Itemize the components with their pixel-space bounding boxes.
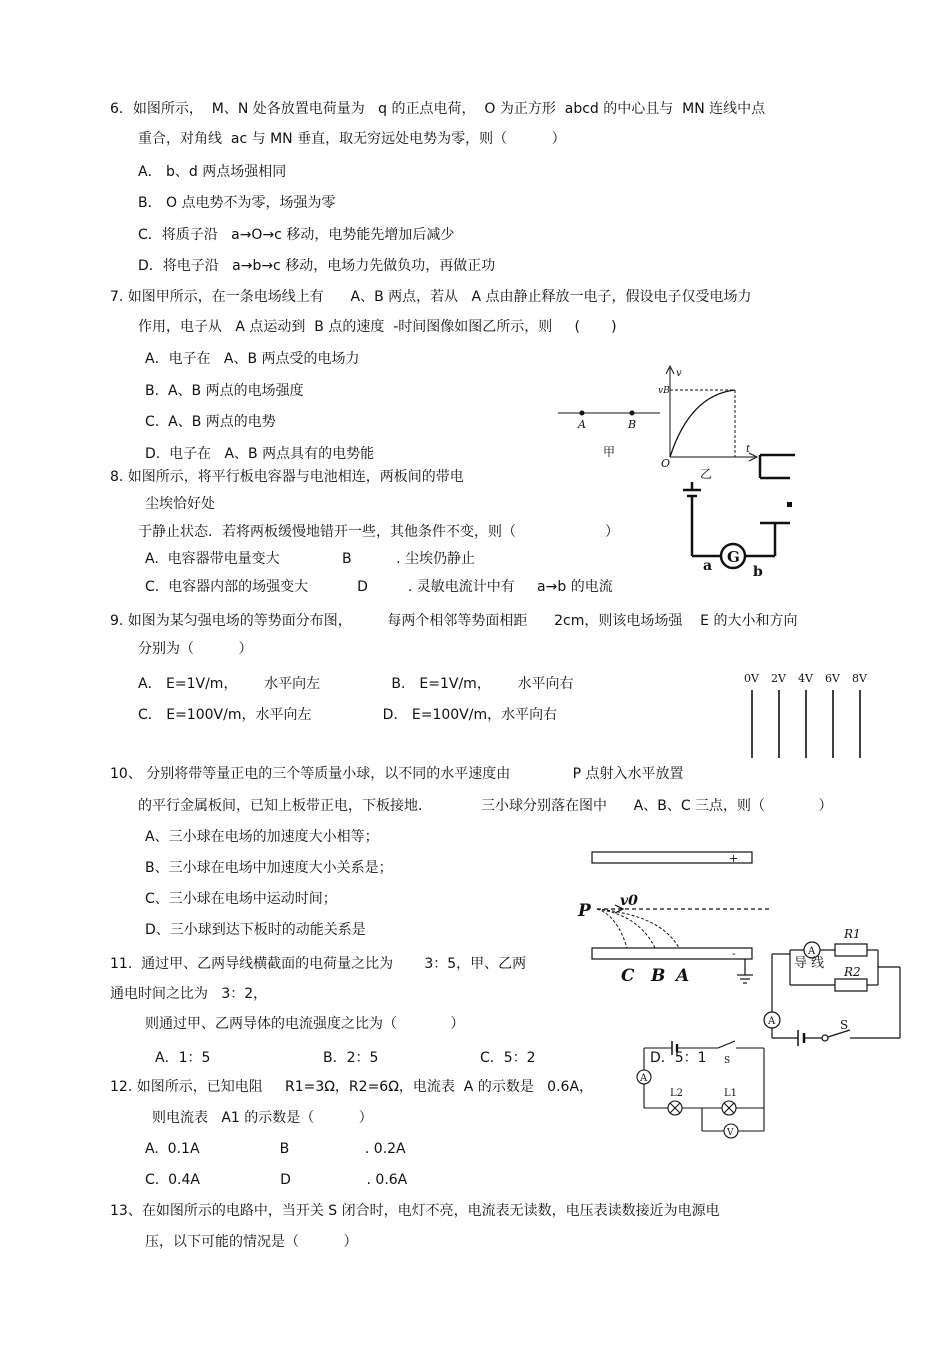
potential-label: 6V bbox=[825, 672, 840, 685]
q11-option-d: D．5：1 bbox=[650, 1050, 707, 1066]
q13-figure bbox=[632, 1038, 772, 1148]
point-a-label: A bbox=[676, 966, 690, 986]
vb-label: vB bbox=[658, 386, 670, 396]
q10-option-b: B、三小球在电场中加速度大小关系是； bbox=[145, 860, 393, 876]
q12-options-ab: A. 0.1A B . 0.2A bbox=[145, 1141, 406, 1157]
q10-option-a: A、三小球在电场的加速度大小相等； bbox=[145, 829, 379, 845]
q12-stem-line1: 12. 如图所示，已知电阻 R1=3Ω，R2=6Ω，电流表 A 的示数是 0.6A， bbox=[110, 1079, 594, 1095]
q6-option-c: C．将质子沿 a→O→c 移动，电势能先增加后减少 bbox=[138, 227, 455, 243]
v0-label: v0 bbox=[620, 893, 638, 909]
trajectory-b bbox=[597, 909, 655, 948]
point-a-label: A bbox=[578, 418, 586, 431]
q11-option-c: C．5：2 bbox=[480, 1050, 536, 1066]
q6-stem-line1: 6．如图所示， M、N 处各放置电荷量为 q 的正点电荷， O 为正方形 abcd 的中心且与 MN 连线中点 bbox=[110, 101, 766, 117]
terminal-a-label: a bbox=[703, 558, 713, 574]
q9-stem-line1: 9. 如图为某匀强电场的等势面分布图， 每两个相邻等势面相距 2cm，则该电场场强 E 的大小和方向 bbox=[110, 613, 798, 629]
point-c-label: C bbox=[621, 966, 635, 986]
point-b-dot bbox=[630, 411, 635, 416]
potential-label: 0V bbox=[744, 672, 759, 685]
q7-stem-line2: 作用，电子从 A 点运动到 B 点的速度 -时间图像如图乙所示，则 ( ) bbox=[138, 319, 617, 335]
q12-stem-line2: 则电流表 A1 的示数是（ ） bbox=[152, 1110, 373, 1126]
trajectory-a bbox=[597, 909, 679, 948]
stray-text-label: 导 线 bbox=[794, 956, 825, 971]
lower-plate-sign: - bbox=[732, 947, 736, 960]
galvanometer-label: G bbox=[727, 548, 740, 566]
q11-stem-line2: 通电时间之比为 3：2， bbox=[110, 986, 268, 1002]
q10-option-c: C、三小球在电场中运动时间； bbox=[145, 891, 337, 907]
switch-blade bbox=[718, 1041, 735, 1048]
switch-label: S bbox=[724, 1056, 731, 1066]
resistor-r2 bbox=[835, 979, 867, 991]
q6-option-b: B． O 点电势不为零，场强为零 bbox=[138, 195, 336, 211]
q12-figure bbox=[760, 920, 910, 1045]
lower-plate bbox=[592, 948, 752, 959]
r1-label: R1 bbox=[844, 927, 861, 941]
q8-stem-line3: 于静止状态．若将两板缓慢地错开一些，其他条件不变，则（ ） bbox=[138, 524, 620, 540]
q11-stem-line1: 11. 通过甲、乙两导线横截面的电荷量之比为 3：5，甲、乙两 bbox=[110, 956, 527, 972]
potential-label: 2V bbox=[771, 672, 786, 685]
q8-figure bbox=[665, 450, 825, 580]
potential-label: 8V bbox=[852, 672, 867, 685]
lamp-l2-label: L2 bbox=[670, 1088, 684, 1099]
fig-jia-label: 甲 bbox=[603, 445, 616, 459]
q7-option-c: C. A、B 两点的电势 bbox=[145, 414, 276, 430]
dust-particle bbox=[787, 502, 792, 507]
q13-stem-line2: 压，以下可能的情况是（ ） bbox=[145, 1234, 358, 1250]
origin-label: O bbox=[661, 457, 671, 470]
q9-options-ab: A． E=1V/m， 水平向左 B． E=1V/m， 水平向右 bbox=[138, 676, 574, 692]
q8-stem-line2: 尘埃恰好处 bbox=[145, 496, 215, 512]
q7-option-a: A．电子在 A、B 两点受的电场力 bbox=[145, 351, 360, 367]
q7-option-b: B. A、B 两点的电场强度 bbox=[145, 383, 304, 399]
q6-stem-line2: 重合，对角线 ac 与 MN 垂直，取无穷远处电势为零，则（ ） bbox=[138, 131, 566, 147]
q11-stem-line3: 则通过甲、乙两导体的电流强度之比为（ ） bbox=[145, 1016, 465, 1032]
q7-stem-line1: 7. 如图甲所示，在一条电场线上有 A、B 两点，若从 A 点由静止释放一电子，假设电子仅受电场力 bbox=[110, 289, 752, 305]
q9-figure bbox=[740, 668, 880, 763]
point-p-label: P bbox=[578, 901, 591, 921]
ammeter-a1-label: A bbox=[808, 946, 816, 957]
q10-option-d: D、三小球到达下板时的动能关系是 bbox=[145, 922, 366, 938]
t-axis-label: t bbox=[746, 444, 751, 455]
q9-options-cd: C． E=100V/m，水平向左 D． E=100V/m，水平向右 bbox=[138, 707, 558, 723]
q8-stem-line1: 8. 如图所示，将平行板电容器与电池相连，两板间的带电 bbox=[110, 469, 464, 485]
r2-label: R2 bbox=[844, 965, 861, 979]
q10-stem-line2: 的平行金属板间，已知上板带正电，下板接地． 三小球分别落在图中 A、B、C 三点，则（ ） bbox=[138, 798, 833, 814]
terminal-b-label: b bbox=[753, 564, 763, 580]
switch-label: S bbox=[840, 1018, 849, 1032]
trajectory-c bbox=[597, 909, 627, 948]
q7-option-d: D. 电子在 A、B 两点具有的电势能 bbox=[145, 446, 375, 462]
upper-plate bbox=[592, 852, 752, 863]
ammeter-a-label: A bbox=[768, 1016, 776, 1027]
q6-option-d: D．将电子沿 a→b→c 移动，电场力先做负功，再做正功 bbox=[138, 258, 496, 274]
upper-plate-sign: + bbox=[729, 852, 739, 865]
voltmeter-label: V bbox=[727, 1128, 734, 1138]
vt-curve bbox=[670, 390, 735, 457]
potential-label: 4V bbox=[798, 672, 813, 685]
q11-option-b: B．2：5 bbox=[323, 1050, 379, 1066]
lamp-l1-label: L1 bbox=[724, 1088, 738, 1099]
point-a-dot bbox=[580, 411, 585, 416]
q10-figure bbox=[575, 845, 775, 990]
point-b-label: B bbox=[628, 418, 637, 431]
q8-options-ab: A. 电容器带电量变大 B . 尘埃仍静止 bbox=[145, 551, 475, 567]
q12-options-cd: C. 0.4A D . 0.6A bbox=[145, 1172, 408, 1188]
point-b-label: B bbox=[651, 966, 666, 986]
fig-yi-label: 乙 bbox=[700, 467, 713, 481]
switch-contact bbox=[822, 1035, 828, 1041]
q6-option-a: A． b、d 两点场强相同 bbox=[138, 164, 287, 180]
q10-stem-line1: 10、 分别将带等量正电的三个等质量小球，以不同的水平速度由 P 点射入水平放置 bbox=[110, 766, 684, 782]
resistor-r1 bbox=[835, 944, 867, 956]
v-axis-label: v bbox=[676, 368, 682, 379]
q11-option-a: A．1：5 bbox=[155, 1050, 211, 1066]
q8-options-cd: C. 电容器内部的场强变大 D . 灵敏电流计中有 a→b 的电流 bbox=[145, 579, 613, 595]
ammeter-label: A bbox=[640, 1073, 648, 1084]
q9-stem-line2: 分别为（ ） bbox=[138, 641, 253, 657]
q13-stem-line1: 13、在如图所示的电路中，当开关 S 闭合时，电灯不亮，电流表无读数，电压表读数接近为电源电 bbox=[110, 1203, 720, 1219]
